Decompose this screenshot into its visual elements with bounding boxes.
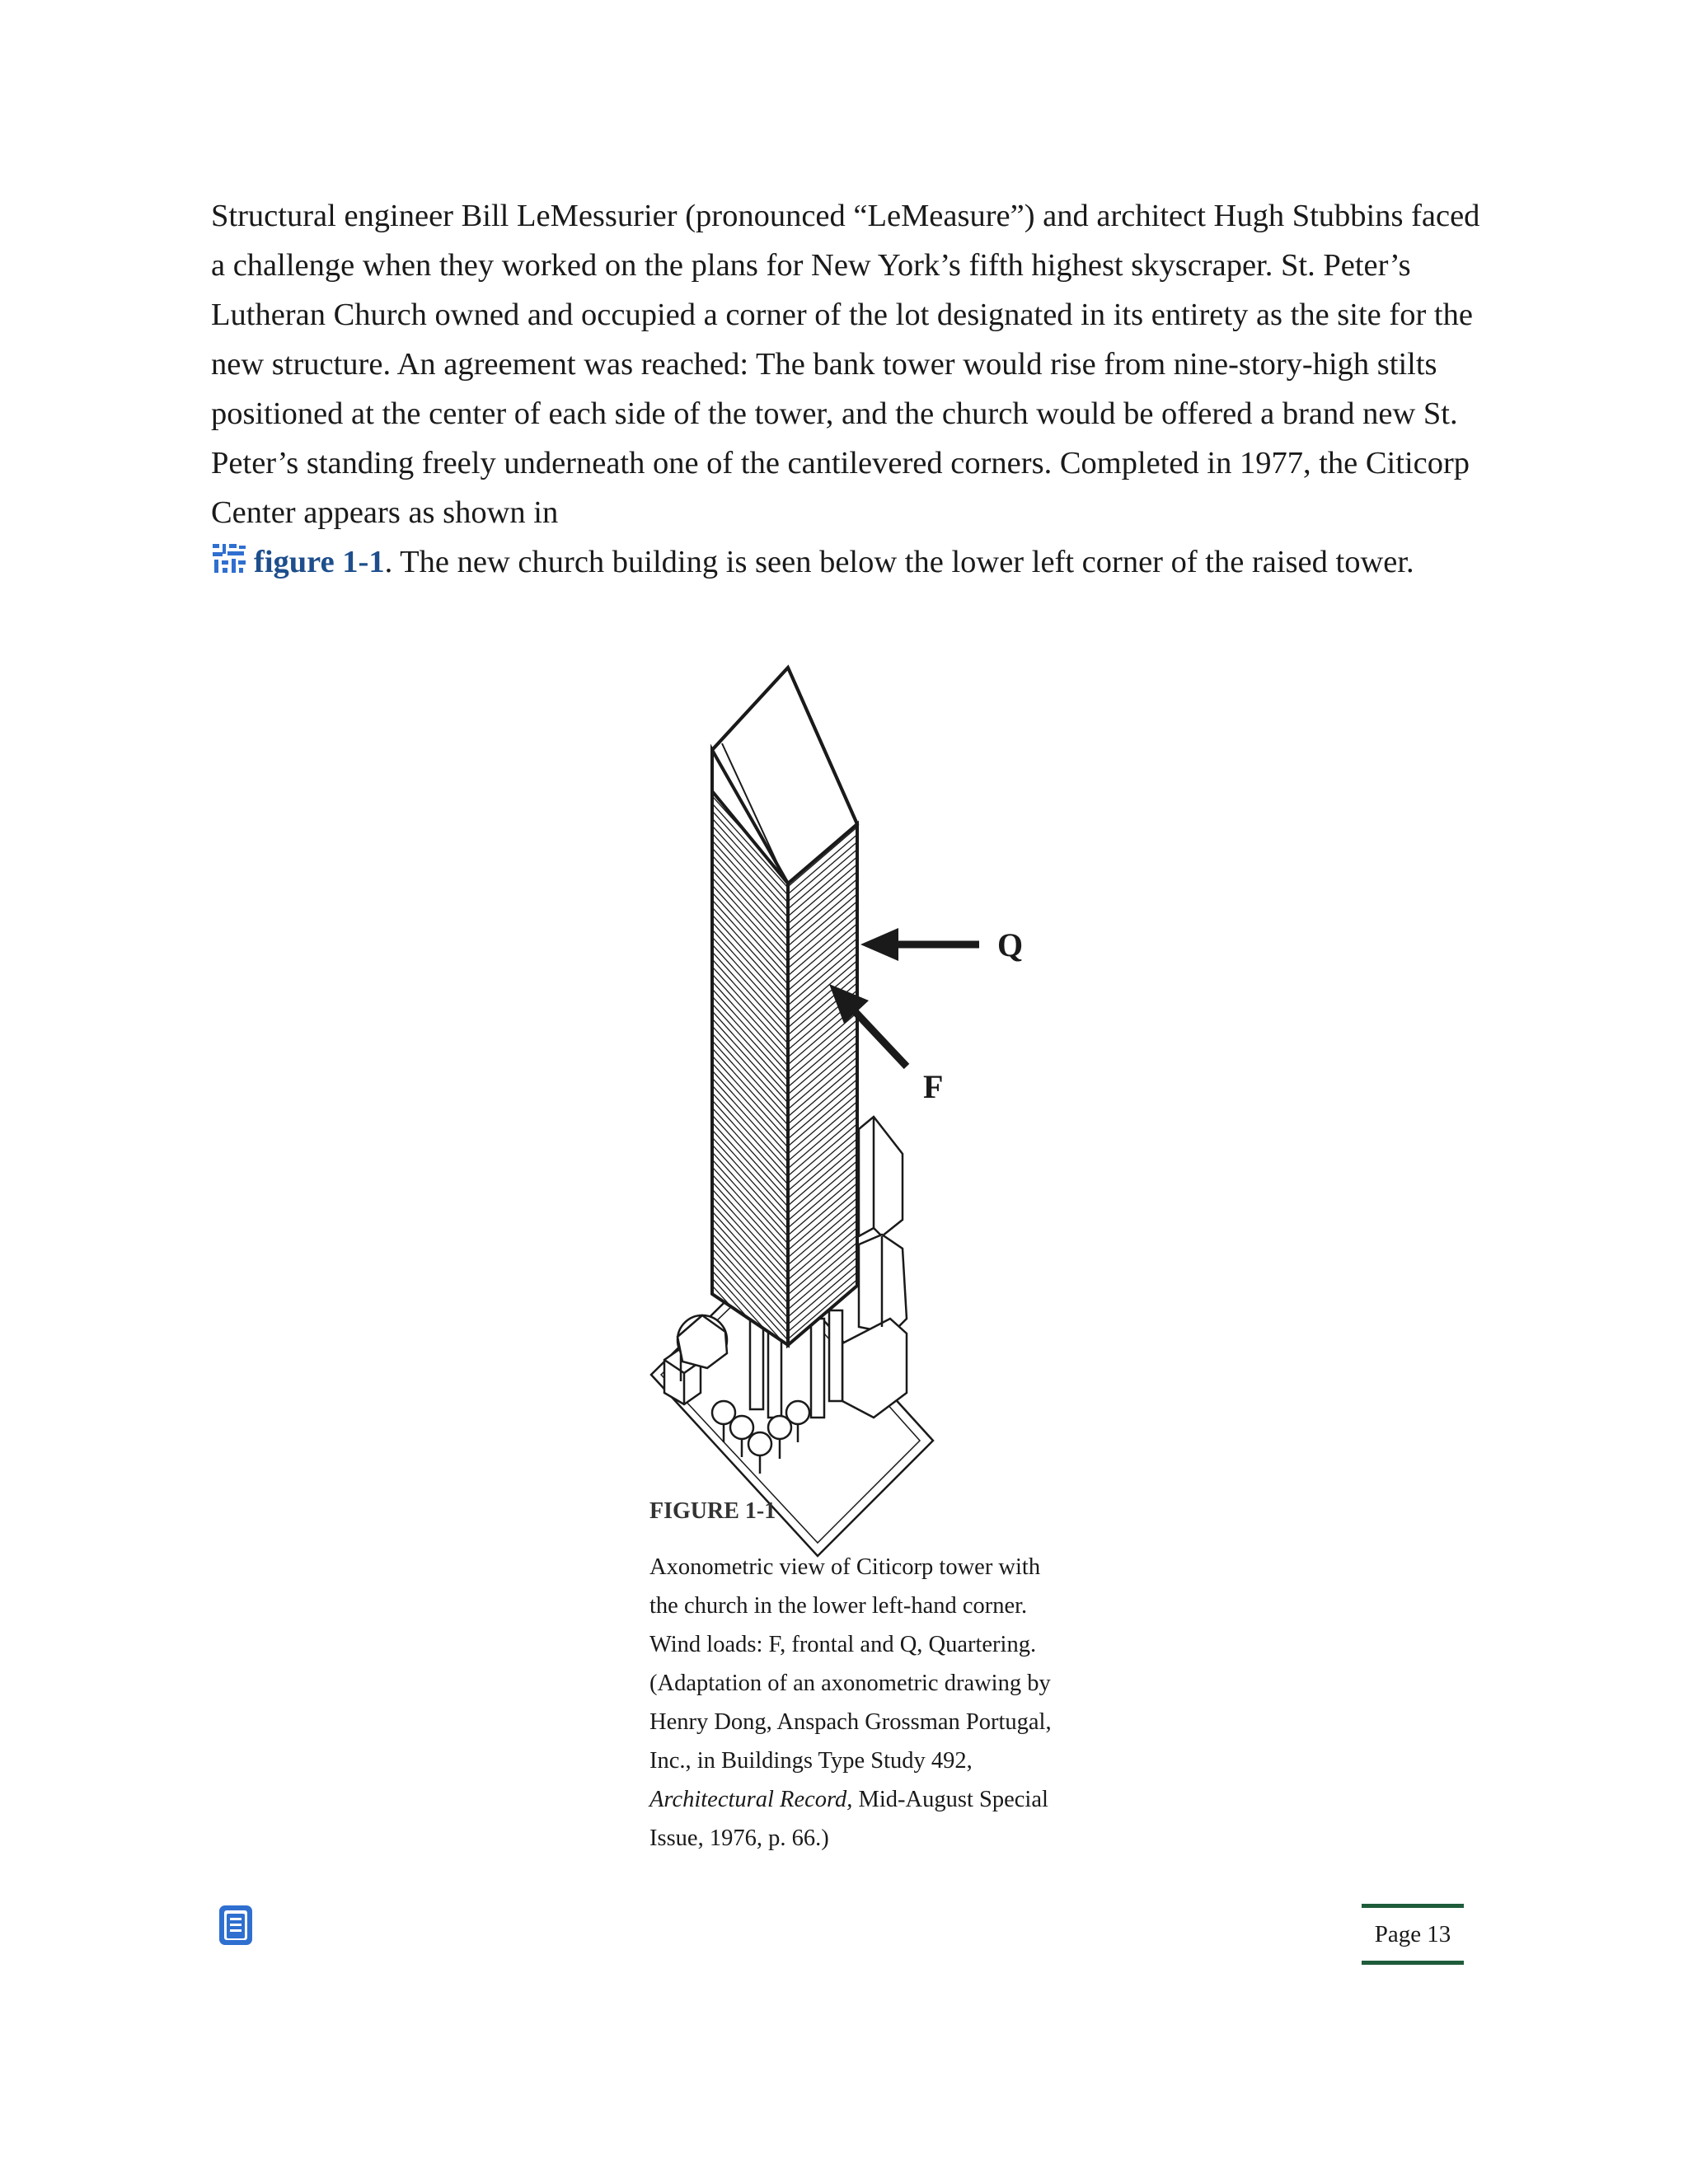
arrow-q: [860, 928, 979, 961]
church-building: [664, 1315, 727, 1404]
page-number: [1362, 1904, 1464, 1965]
caption-end: Mid-August Special Issue, 1976, p. 66.): [649, 1787, 1048, 1851]
label-q: Q: [997, 926, 1024, 963]
body-paragraph: [211, 191, 1497, 590]
figure-caption: [649, 1548, 1062, 1858]
caption-main: Axonometric view of Citicorp tower with the church in the lower left-hand corner. Wind loads: F, frontal and Q, Quartering. (Adaptation of an axonometric drawing by Henry Dong, Anspach Grossman Portugal, Inc., in Buildings Type Study 492,: [649, 1554, 1052, 1774]
plaza-trees: [712, 1401, 809, 1474]
figure-link[interactable]: figure 1-1: [254, 545, 385, 579]
page-number-label: Page 13: [1374, 1920, 1451, 1947]
tower-drawing: [626, 668, 1024, 1475]
caption-italic: Architectural Record,: [649, 1787, 853, 1812]
label-f: F: [923, 1068, 944, 1105]
figure-link-icon[interactable]: [211, 541, 247, 590]
paragraph-text-before: Structural engineer Bill LeMessurier (pronounced “LeMeasure”) and architect Hugh Stubbins faced a challenge when they worked on the plans for New York’s fifth highest skyscraper. St. Peter’s Lutheran Church owned and occupied a corner of the lot designated in its entirety as the site for the new structure. An agreement was reached: The bank tower would rise from nine-story-high stilts positioned at the center of each side of the tower, and the church would be offered a brand new St. Peter’s standing freely underneath one of the cantilevered corners. Completed in 1977, the Citicorp Center appears as shown in: [211, 199, 1480, 530]
figure-title: FIGURE 1-1: [649, 1498, 776, 1524]
citicorp-tower-figure: [626, 668, 1024, 1475]
paragraph-text-after: . The new church building is seen below the lower left corner of the raised tower.: [384, 545, 1414, 579]
notes-icon[interactable]: [218, 1904, 254, 1947]
